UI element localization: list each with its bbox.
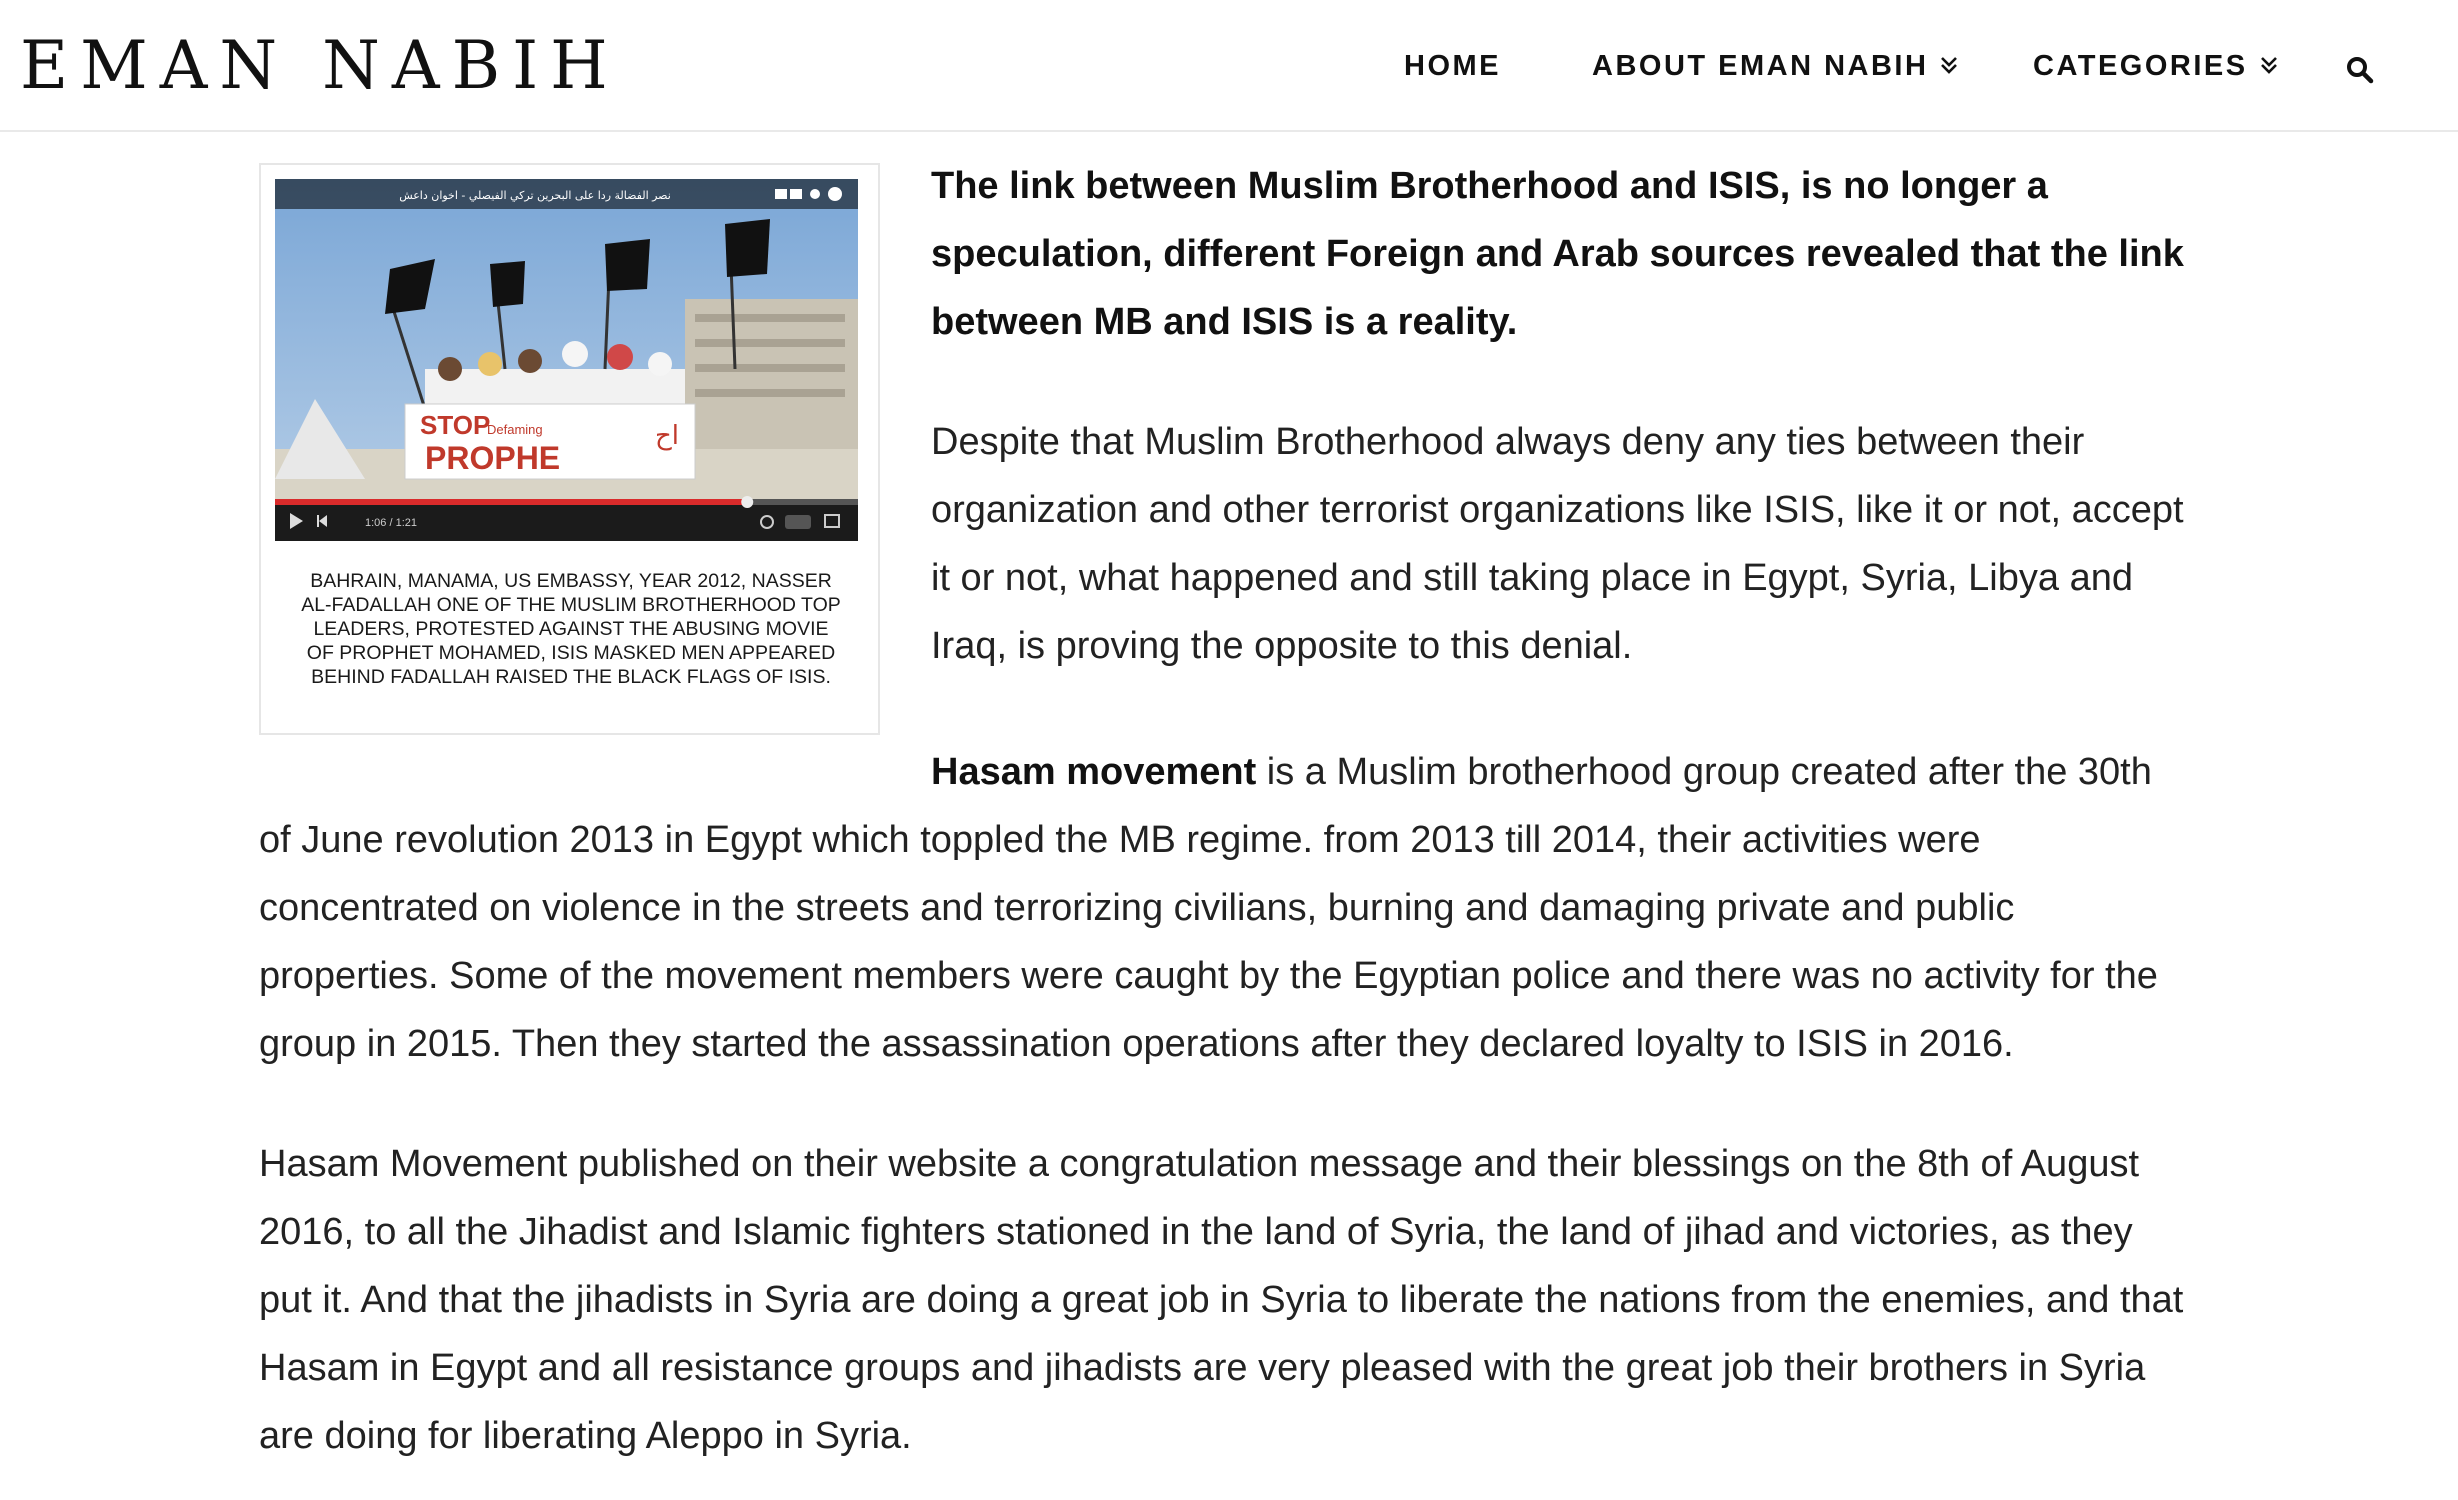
svg-text:PROPHE: PROPHE: [425, 440, 561, 476]
chevron-down-icon: [1940, 50, 1958, 83]
search-icon: [2346, 56, 2374, 92]
paragraph-text: is a Muslim brotherhood group created after the 30th of June revolution 2013 in Egypt which toppled the MB regime. from 2013 till 2014, their activities were concentrated on violence in the streets and terrorizing civilians, burning and damaging private and public properties. Some of the movement members were caught by the Egyptian police and there was no activity for the group in 2015. Then they started the assassination operations after they declared loyalty to ISIS in 2016.: [259, 751, 2158, 1065]
svg-text:Defaming: Defaming: [487, 422, 543, 437]
bold-term: Hasam movement: [931, 751, 1257, 793]
article-figure: [259, 163, 880, 735]
site-title[interactable]: EMAN NABIH: [20, 27, 620, 104]
article-paragraph: Despite that Muslim Brotherhood always deny any ties between their organization and other terrorist organizations like ISIS, like it or not, accept it or not, what happened and still taking place in Egypt, Syria, Libya and Iraq, is proving the opposite to this denial.: [931, 421, 2184, 667]
nav-about[interactable]: [1592, 50, 1958, 83]
nav-categories[interactable]: [2033, 50, 2278, 83]
svg-text:اح: اح: [655, 421, 680, 451]
video-player[interactable]: [275, 179, 858, 541]
svg-text:STOP: STOP: [420, 410, 491, 440]
nav-home[interactable]: [1404, 50, 1501, 83]
search-button[interactable]: [2346, 56, 2374, 92]
nav-categories-label: CATEGORIES: [2033, 50, 2248, 82]
article-lead: The link between Muslim Brotherhood and ISIS, is no longer a speculation, different Foreign and Arab sources revealed that the link between MB and ISIS is a reality.: [931, 165, 2184, 343]
article-paragraph: Hasam Movement published on their website a congratulation message and their blessings on the 8th of August 2016, to all the Jihadist and Islamic fighters stationed in the land of Syria, the land of jihad and victories, as they put it. And that the jihadists in Syria are doing a great job in Syria to liberate the nations from the enemies, and that Hasam in Egypt and all resistance groups and jihadists are very pleased with the great job their brothers in Syria are doing for liberating Aleppo in Syria.: [259, 1143, 2184, 1457]
article-paragraph: [259, 738, 2189, 1078]
video-banner-text: نصر الفضالة ردا على البحرين تركي الفيصلي - اخوان داعش: [399, 189, 671, 202]
site-header: [0, 0, 2458, 132]
nav-home-label: HOME: [1404, 50, 1501, 82]
figure-caption: BAHRAIN, MANAMA, US EMBASSY, YEAR 2012, NASSER AL-FADALLAH ONE OF THE MUSLIM BROTHERHOOD TOP LEADERS, PROTESTED AGAINST THE ABUSING MOVIE OF PROPHET MOHAMED, ISIS MASKED MEN APPEARED BEHIND FADALLAH RAISED THE BLACK FLAGS OF ISIS.: [301, 570, 841, 688]
chevron-down-icon: [2260, 50, 2278, 83]
video-time: 1:06 / 1:21: [365, 517, 417, 529]
video-thumbnail: [275, 179, 858, 541]
nav-about-label: ABOUT EMAN NABIH: [1592, 50, 1929, 82]
